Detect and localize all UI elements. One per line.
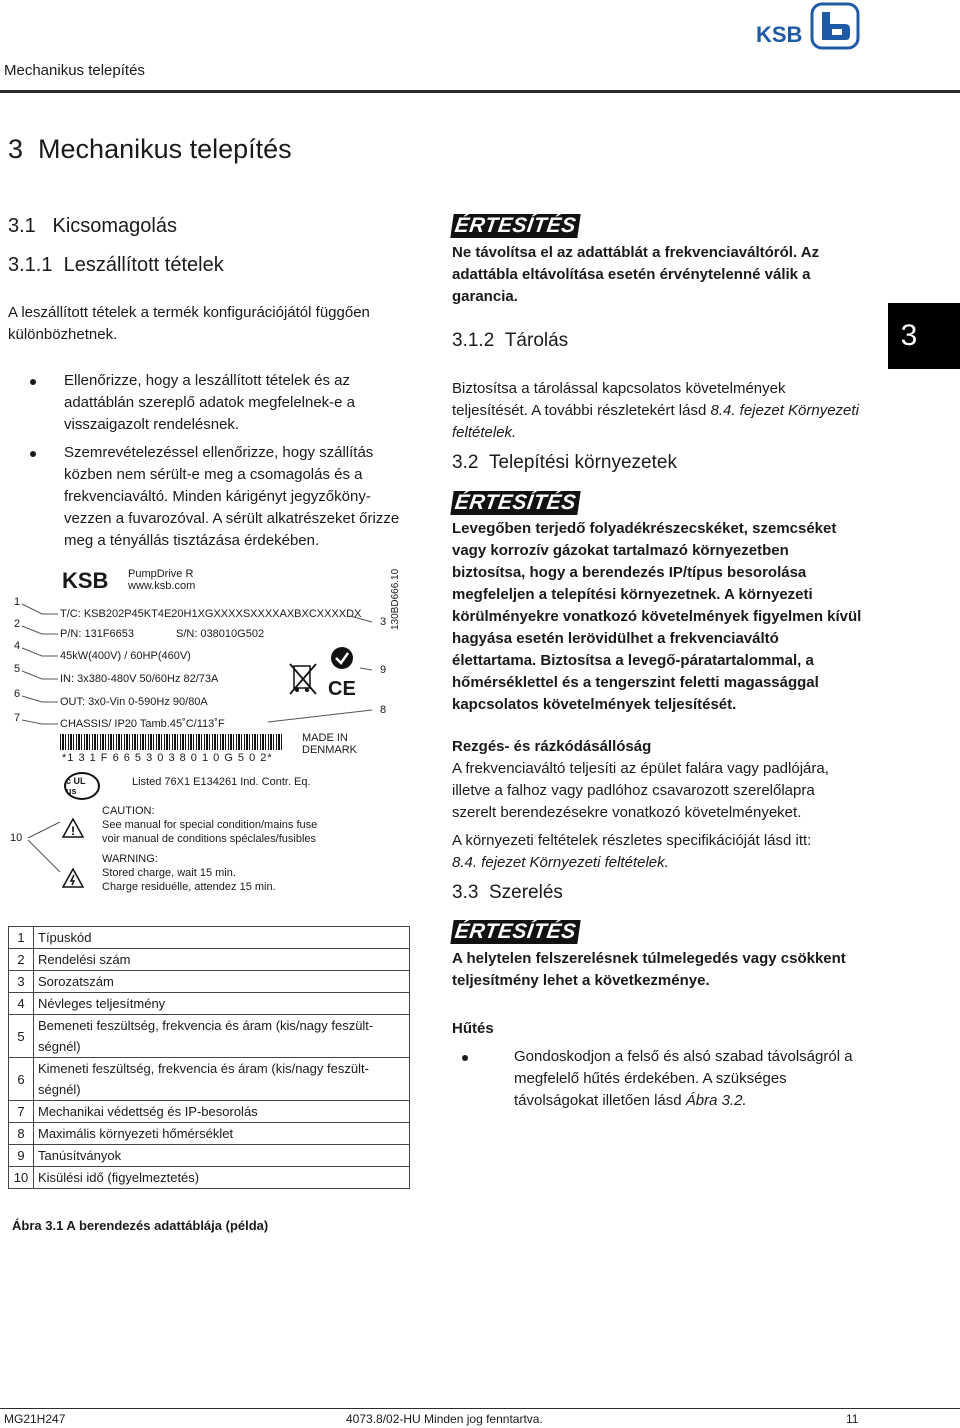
plate-input: IN: 3x380-480V 50/60Hz 82/73A	[60, 673, 219, 685]
environment-paragraph: A környezeti feltételek részletes specifikációját lásd itt: 8.4. fejezet Környezeti feltételek.	[452, 832, 812, 871]
section-3-1-2-heading: 3.1.2 Tárolás	[452, 330, 569, 351]
callout-2: 2	[14, 618, 21, 630]
plate-made-in: MADE IN DENMARK	[302, 732, 358, 756]
header-rule	[0, 90, 960, 93]
plate-serial-number: S/N: 038010G502	[176, 628, 265, 640]
plate-chassis: CHASSIS/ IP20 Tamb.45˚C/113˚F	[60, 718, 225, 730]
callout-9: 9	[380, 664, 387, 676]
plate-type-code: T/C: KSB202P45KT4E20H1XGXXXXSXXXXAXBXCXXXXDX	[60, 608, 362, 620]
table-row: 1 Típuskód	[9, 927, 410, 949]
section-3-3-heading: 3.3 Szerelés	[452, 882, 563, 903]
plate-output: OUT: 3x0-Vin 0-590Hz 90/80A	[60, 696, 208, 708]
table-row: 4 Névleges teljesítmény	[9, 993, 410, 1015]
barcode-text: *1 3 1 F 6 6 5 3 0 3 8 0 1 0 G 5 0 2*	[62, 752, 273, 764]
notice-badge-1: ÉRTESÍTÉS	[452, 214, 579, 238]
ul-mark: c UL us	[64, 772, 100, 800]
notice-badge-2: ÉRTESÍTÉS	[452, 491, 579, 515]
vibration-paragraph: A frekvenciaváltó teljesíti az épület falára vagy padlójára, illetve a falhoz vagy padlóhoz csavarozott szerelőlapra szerelt berendezésekre vonatkozó követelményeket.	[452, 760, 829, 821]
notice-badge-3: ÉRTESÍTÉS	[452, 920, 579, 944]
notice-3-text: A helytelen felszerelésnek túlmelegedés vagy csökkent teljesítmény lehet a következménye.	[452, 950, 846, 989]
delivery-bullet-1: Ellenőrizze, hogy a leszállított tételek és az adattáblán szereplő adatok megfelelnek-e a visszaigazolt rendelésnek.	[64, 370, 424, 436]
drawing-id: 130BD666.10	[390, 568, 401, 630]
logo-text: KSB	[756, 22, 803, 47]
ksb-logo	[752, 0, 862, 52]
notice-1-text: Ne távolítsa el az adattáblát a frekvenciaváltóról. Az adattábla eltávolítása esetén érvénytelenné válik a garancia.	[452, 244, 820, 305]
chapter-title: 3 Mechanikus telepítés	[8, 134, 292, 164]
plate-product: PumpDrive R	[128, 568, 194, 580]
svg-text:!: !	[71, 824, 75, 838]
table-row: 2 Rendelési szám	[9, 949, 410, 971]
bullet-marker	[30, 451, 36, 457]
footer-doc-id: MG21H247	[4, 1412, 66, 1426]
table-row: 8 Maximális környezeti hőmérséklet	[9, 1123, 410, 1145]
ce-mark: CE	[328, 678, 356, 700]
table-row: 7 Mechanikai védettség és IP-besorolás	[9, 1101, 410, 1123]
callout-3: 3	[380, 616, 387, 628]
figure-caption: Ábra 3.1 A berendezés adattáblája (példa)	[12, 1218, 269, 1233]
bullet-marker	[30, 379, 36, 385]
intro-paragraph: A leszállított tételek a termék konfigurációjától függően különbözhetnek.	[8, 304, 370, 343]
footer-rule	[0, 1408, 960, 1409]
table-row: 9 Tanúsítványok	[9, 1145, 410, 1167]
callout-7: 7	[14, 712, 21, 724]
cooling-heading: Hűtés	[452, 1020, 494, 1037]
callout-4: 4	[14, 640, 21, 652]
table-row: 6 Kimeneti feszültség, frekvencia és áram (kis/nagy feszült- ségnél)	[9, 1058, 410, 1101]
section-3-2-heading: 3.2 Telepítési környezetek	[452, 452, 677, 473]
vibration-heading: Rezgés- és rázkódásállóság	[452, 738, 652, 755]
footer-copyright: 4073.8/02-HU Minden jog fenntartva.	[346, 1412, 543, 1426]
callout-1: 1	[14, 596, 21, 608]
footer-page-number: 11	[846, 1412, 859, 1426]
plate-brand: KSB	[62, 568, 109, 593]
table-row: 5 Bemeneti feszültség, frekvencia és áram (kis/nagy feszült- ségnél)	[9, 1015, 410, 1058]
callout-8: 8	[380, 704, 387, 716]
plate-warning: WARNING: Stored charge, wait 15 min. Charge residuélle, attendez 15 min.	[102, 853, 276, 893]
cooling-bullet: Gondoskodjon a felső és alsó szabad távolságról a megfelelő hűtés érdekében. A szükséges távolságokat illetően lásd Ábra 3.2.	[514, 1046, 884, 1112]
plate-listed: Listed 76X1 E134261 Ind. Contr. Eq.	[132, 776, 311, 788]
notice-2-text: Levegőben terjedő folyadékrészecskéket, szemcséket vagy korrozív gázokat tartalmazó környezetben biztosítsa, hogy a berendezés IP/típus besorolása megfeleljen a telepítési környezetnek. A környezeti körülményekre vonatkozó követelmények figyelmen kívül hagyása esetén lerövidülhet a frekvenciaváltó élettartama. Biztosítsa a levegő-páratartalommal, a hőmérséklettel és a tengerszint feletti magassággal kapcsolatos követelmények teljesítését.	[452, 520, 862, 713]
bullet-marker	[462, 1055, 468, 1061]
plate-web: www.ksb.com	[128, 580, 196, 592]
running-header: Mechanikus telepítés	[4, 62, 145, 79]
legend-table	[8, 926, 410, 1189]
nameplate-figure	[0, 560, 420, 900]
table-row: 3 Sorozatszám	[9, 971, 410, 993]
callout-6: 6	[14, 688, 21, 700]
callout-10: 10	[10, 832, 23, 844]
section-3-1-1-heading: 3.1.1 Leszállított tételek	[8, 254, 224, 276]
plate-caution: CAUTION: See manual for special condition/mains fuse voir manual de conditions spéclales/fusibles	[102, 805, 318, 845]
chapter-side-tab: 3	[888, 303, 960, 369]
callout-5: 5	[14, 663, 21, 675]
section-3-1-heading: 3.1 Kicsomagolás	[8, 215, 177, 237]
delivery-bullet-2: Szemrevételezéssel ellenőrizze, hogy szállítás közben nem sérült-e meg a csomagolás és a frekvenciaváltó. Minden kárigényt jegyzőköny- vezzen a fuvarozóval. A sérült alkatrészeket őrizze meg a tényállás tisztázása érdekében.	[64, 442, 424, 552]
storage-paragraph: Biztosítsa a tárolással kapcsolatos követelmények teljesítését. A további részletekért lásd 8.4. fejezet Környezeti feltételek.	[452, 380, 859, 441]
table-row: 10 Kisülési idő (figyelmeztetés)	[9, 1167, 410, 1189]
plate-part-number: P/N: 131F6653	[60, 628, 134, 640]
plate-power: 45kW(400V) / 60HP(460V)	[60, 650, 191, 662]
